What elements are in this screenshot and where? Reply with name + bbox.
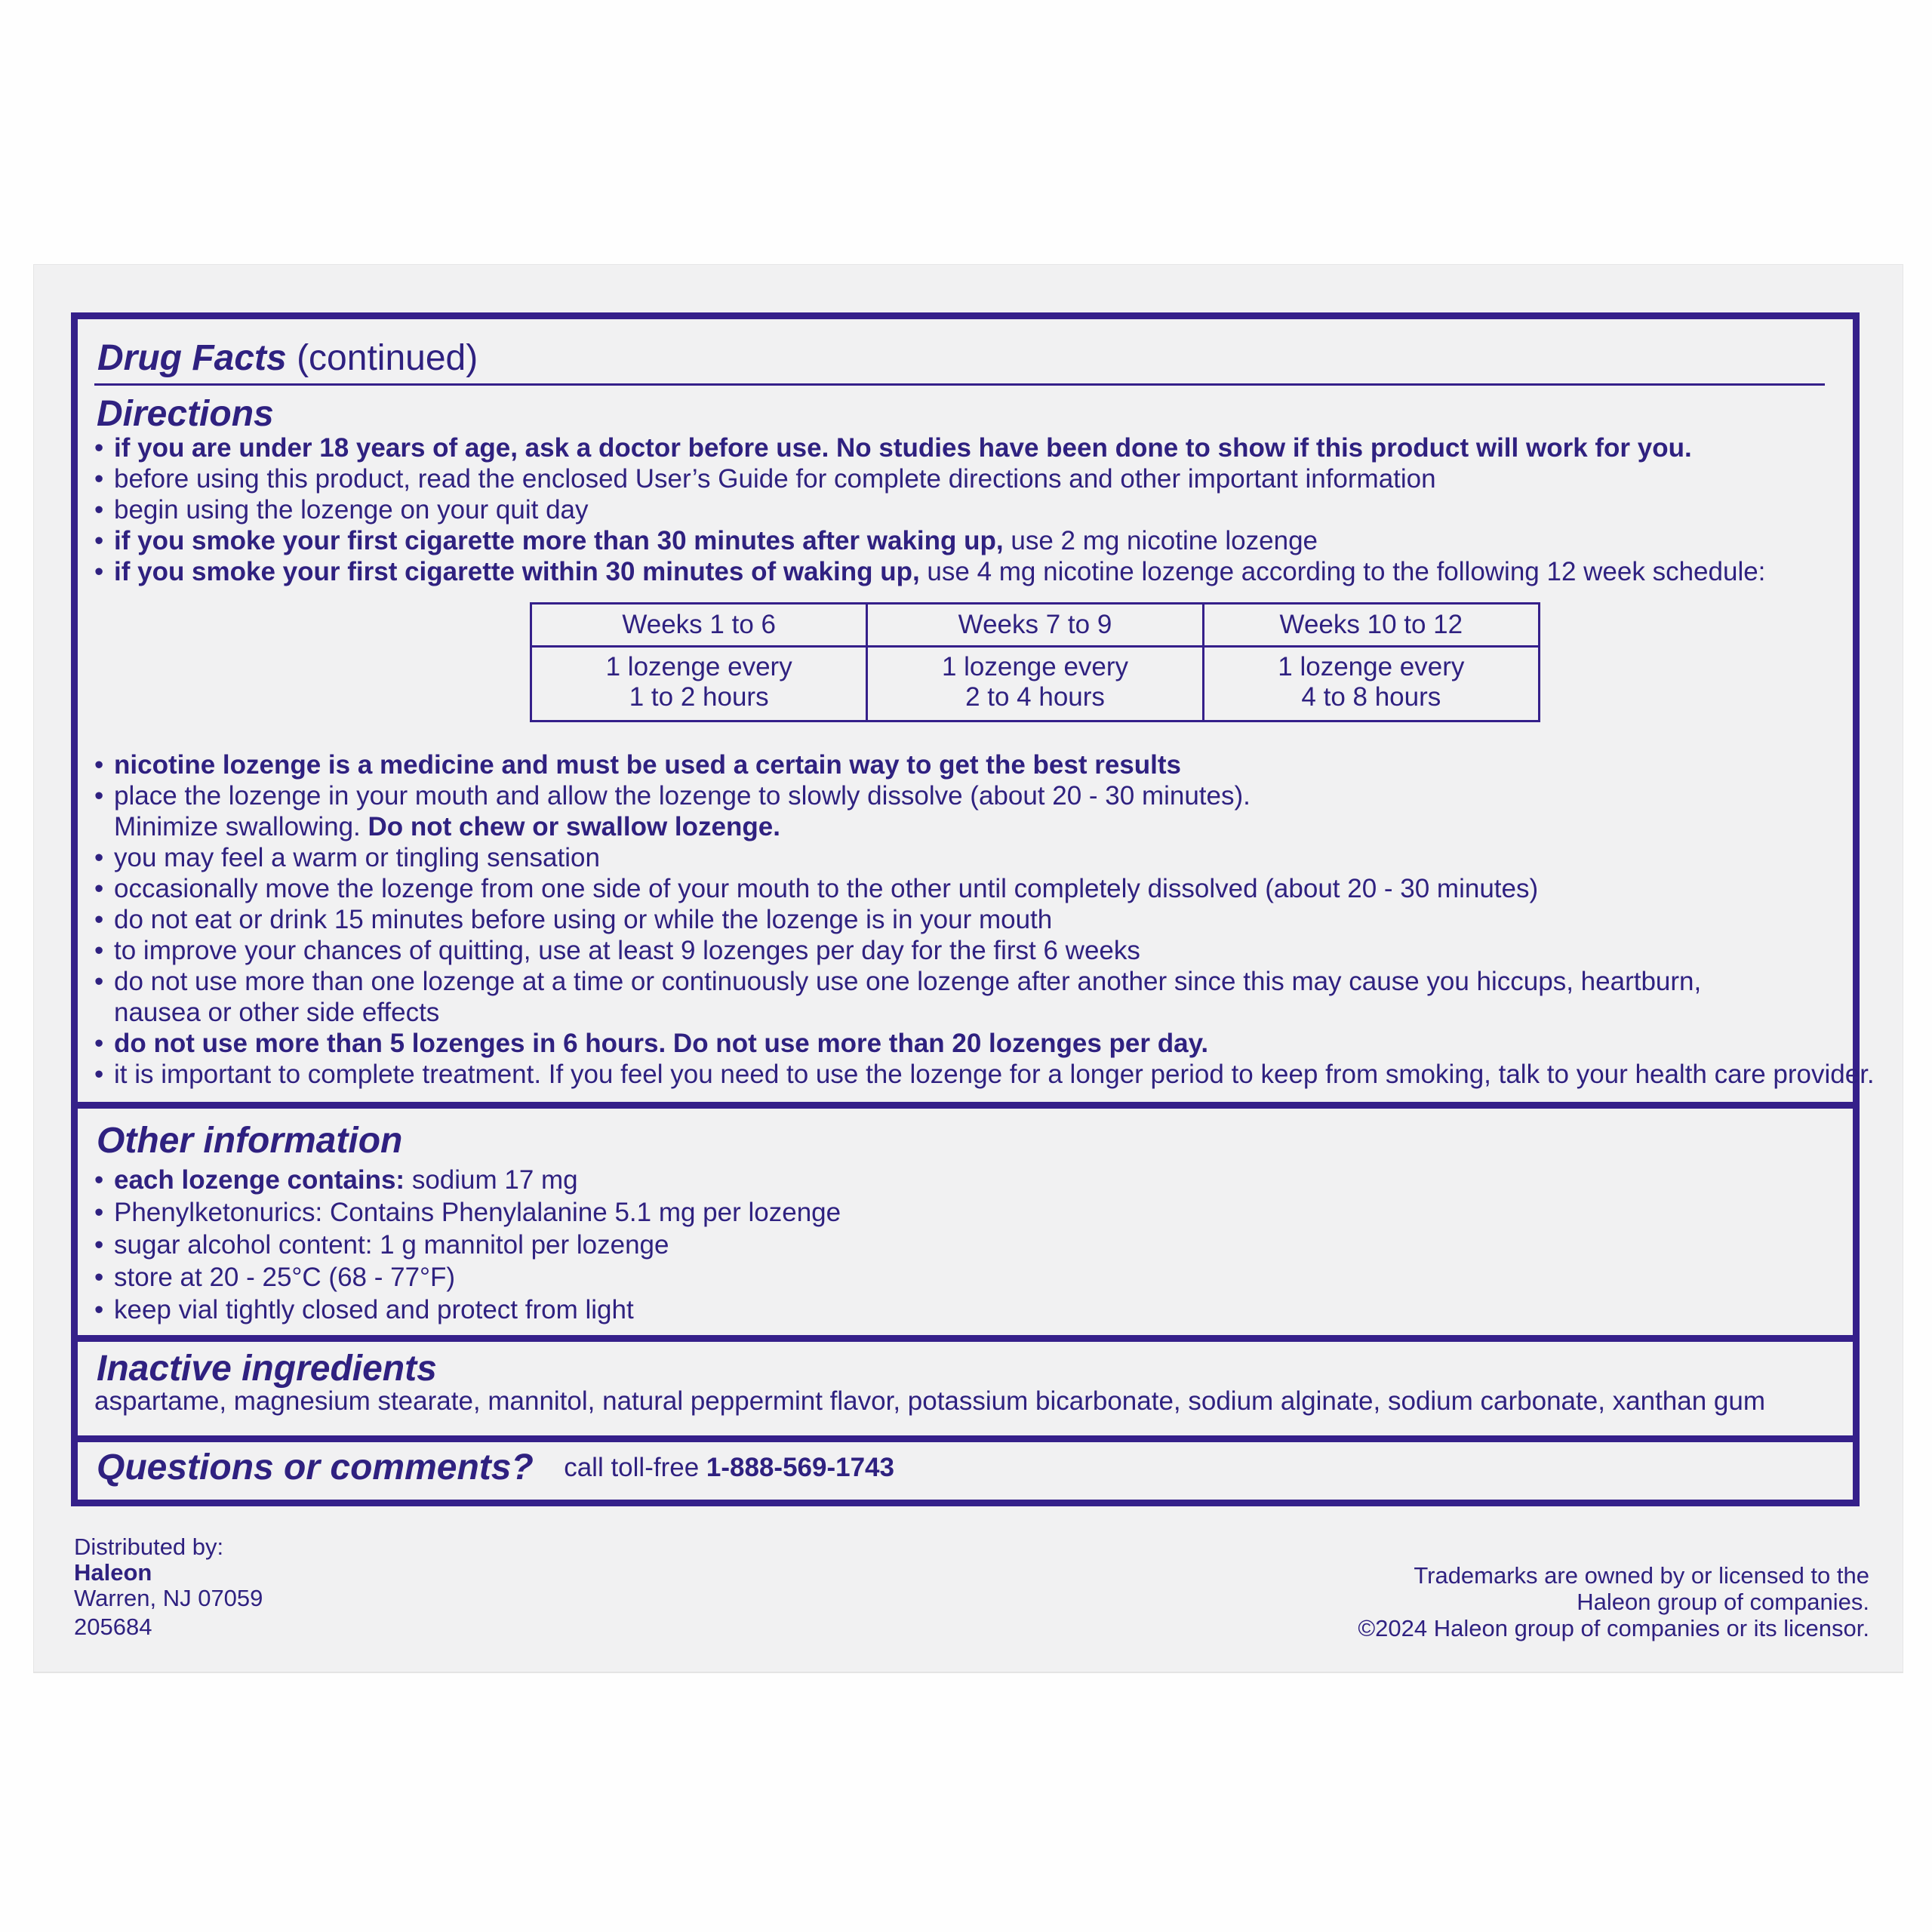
list-item (94, 780, 1830, 842)
phone-number: 1-888-569-1743 (706, 1452, 894, 1482)
list-item (94, 1196, 1830, 1229)
distributor-name: Haleon (74, 1559, 152, 1586)
section-divider (78, 1435, 1853, 1442)
list-item-text: you may feel a warm or tingling sensation (114, 843, 600, 872)
list-item (94, 873, 1830, 904)
schedule-value-row (531, 647, 1540, 721)
list-item-text: it is important to complete treatment. If you feel you need to use the lozenge for a longer period to keep from smoking, talk to your health care provider. (114, 1060, 1875, 1089)
list-item-text: Phenylketonurics: Contains Phenylalanine 5.1 mg per lozenge (114, 1198, 841, 1227)
questions-line (97, 1447, 894, 1488)
toll-free-line (564, 1453, 894, 1482)
trademark-line-2: Haleon group of companies. (1577, 1589, 1869, 1615)
list-item (94, 1059, 1875, 1090)
list-item-text: begin using the lozenge on your quit day (114, 495, 589, 525)
schedule-value-line: 1 lozenge every (605, 652, 792, 681)
trademark-line-1: Trademarks are owned by or licensed to the (1414, 1562, 1869, 1589)
section-divider (78, 1102, 1853, 1109)
distributor-address: Warren, NJ 07059 (74, 1585, 263, 1611)
drug-facts-title (97, 336, 478, 381)
list-item-text: use 2 mg nicotine lozenge (1003, 526, 1318, 555)
list-item (94, 432, 1830, 463)
list-item-bold-text: if you smoke your first cigarette more than 30 minutes after waking up, (114, 526, 1004, 555)
directions-list-before (94, 432, 1830, 587)
other-information-section (78, 1109, 1853, 1335)
toll-free-label: call toll-free (564, 1452, 706, 1482)
list-item-text: place the lozenge in your mouth and allow the lozenge to slowly dissolve (about 20 - 30 minutes). (114, 781, 1251, 811)
list-item-text: before using this product, read the enclosed User’s Guide for complete directions and other important information (114, 464, 1436, 494)
list-item-bold-text: do not use more than 5 lozenges in 6 hours. Do not use more than 20 lozenges per day. (114, 1029, 1209, 1058)
list-item-text: store at 20 - 25°C (68 - 77°F) (114, 1263, 456, 1292)
schedule-value-line: 1 lozenge every (941, 652, 1129, 681)
schedule-header-cell: Weeks 1 to 6 (531, 604, 867, 647)
list-item-text: use 4 mg nicotine lozenge according to the following 12 week schedule: (919, 557, 1766, 586)
schedule-value-cell (531, 647, 867, 721)
list-item-bold-text: Do not chew or swallow lozenge. (368, 812, 780, 841)
schedule-header-row (531, 604, 1540, 647)
list-item-bold-text: if you smoke your first cigarette within 30 minutes of waking up, (114, 557, 920, 586)
list-item (94, 494, 1830, 525)
questions-heading: Questions or comments? (97, 1447, 534, 1487)
list-item (94, 1164, 1830, 1196)
directions-heading: Directions (97, 394, 274, 434)
drug-facts-heading: Drug Facts (97, 338, 287, 378)
list-item-text: to improve your chances of quitting, use at least 9 lozenges per day for the first 6 weeks (114, 936, 1140, 965)
directions-list-after (94, 749, 1875, 1090)
schedule-value-line: 1 lozenge every (1278, 652, 1465, 681)
schedule-value-line: 1 to 2 hours (629, 682, 769, 712)
list-item-text: occasionally move the lozenge from one side of your mouth to the other until completely dissolved (about 20 - 30 minutes) (114, 874, 1539, 903)
inactive-ingredients-section (78, 1342, 1853, 1435)
section-divider (78, 1335, 1853, 1342)
list-item-bold-text: each lozenge contains: (114, 1165, 405, 1195)
questions-section (78, 1442, 1853, 1500)
list-item (94, 1261, 1830, 1294)
list-item-text: Minimize swallowing. (114, 812, 368, 841)
schedule-value-line: 4 to 8 hours (1301, 682, 1441, 712)
title-rule (94, 383, 1825, 386)
list-item-bold-text: if you are under 18 years of age, ask a doctor before use. No studies have been done to show if this product will work for you. (114, 433, 1692, 463)
schedule-header-cell: Weeks 10 to 12 (1203, 604, 1539, 647)
list-item-text: sugar alcohol content: 1 g mannitol per lozenge (114, 1230, 669, 1260)
list-item (94, 1028, 1830, 1059)
other-information-list (94, 1164, 1830, 1326)
list-item (94, 935, 1830, 966)
list-item (94, 966, 1830, 1028)
inactive-ingredients-text: aspartame, magnesium stearate, mannitol, natural peppermint flavor, potassium bicarbonate, sodium alginate, sodium carbonate, xanthan gum (94, 1386, 1766, 1416)
schedule-value-cell (1203, 647, 1539, 721)
list-item (94, 556, 1830, 587)
list-item (94, 463, 1830, 494)
panel-bottom-rule (33, 1672, 1903, 1673)
list-item-text: keep vial tightly closed and protect from light (114, 1295, 634, 1324)
copyright-line: ©2024 Haleon group of companies or its licensor. (1358, 1615, 1869, 1641)
list-item (94, 904, 1830, 935)
trademark-block (1358, 1562, 1869, 1641)
dosing-schedule-table (530, 602, 1540, 722)
other-information-heading: Other information (97, 1121, 403, 1161)
list-item-text: sodium 17 mg (405, 1165, 578, 1195)
list-item (94, 1294, 1830, 1326)
list-item (94, 842, 1830, 873)
distributed-by-label: Distributed by: (74, 1534, 224, 1560)
list-item-text: do not eat or drink 15 minutes before using or while the lozenge is in your mouth (114, 905, 1053, 934)
list-item (94, 525, 1830, 556)
directions-section (78, 319, 1875, 1102)
list-item-bold-text: nicotine lozenge is a medicine and must be used a certain way to get the best results (114, 750, 1181, 780)
product-code: 205684 (74, 1614, 152, 1640)
list-item (94, 1229, 1830, 1261)
list-item (94, 749, 1830, 780)
schedule-value-line: 2 to 4 hours (965, 682, 1105, 712)
inactive-ingredients-heading: Inactive ingredients (97, 1349, 437, 1389)
schedule-value-cell (867, 647, 1203, 721)
drug-facts-box (71, 312, 1875, 1506)
distributor-block (74, 1534, 263, 1640)
drug-facts-continued: (continued) (297, 338, 478, 378)
list-item-text: do not use more than one lozenge at a time or continuously use one lozenge after another since this may cause you hiccups, heartburn, nausea or other side effects (114, 967, 1702, 1027)
schedule-header-cell: Weeks 7 to 9 (867, 604, 1203, 647)
